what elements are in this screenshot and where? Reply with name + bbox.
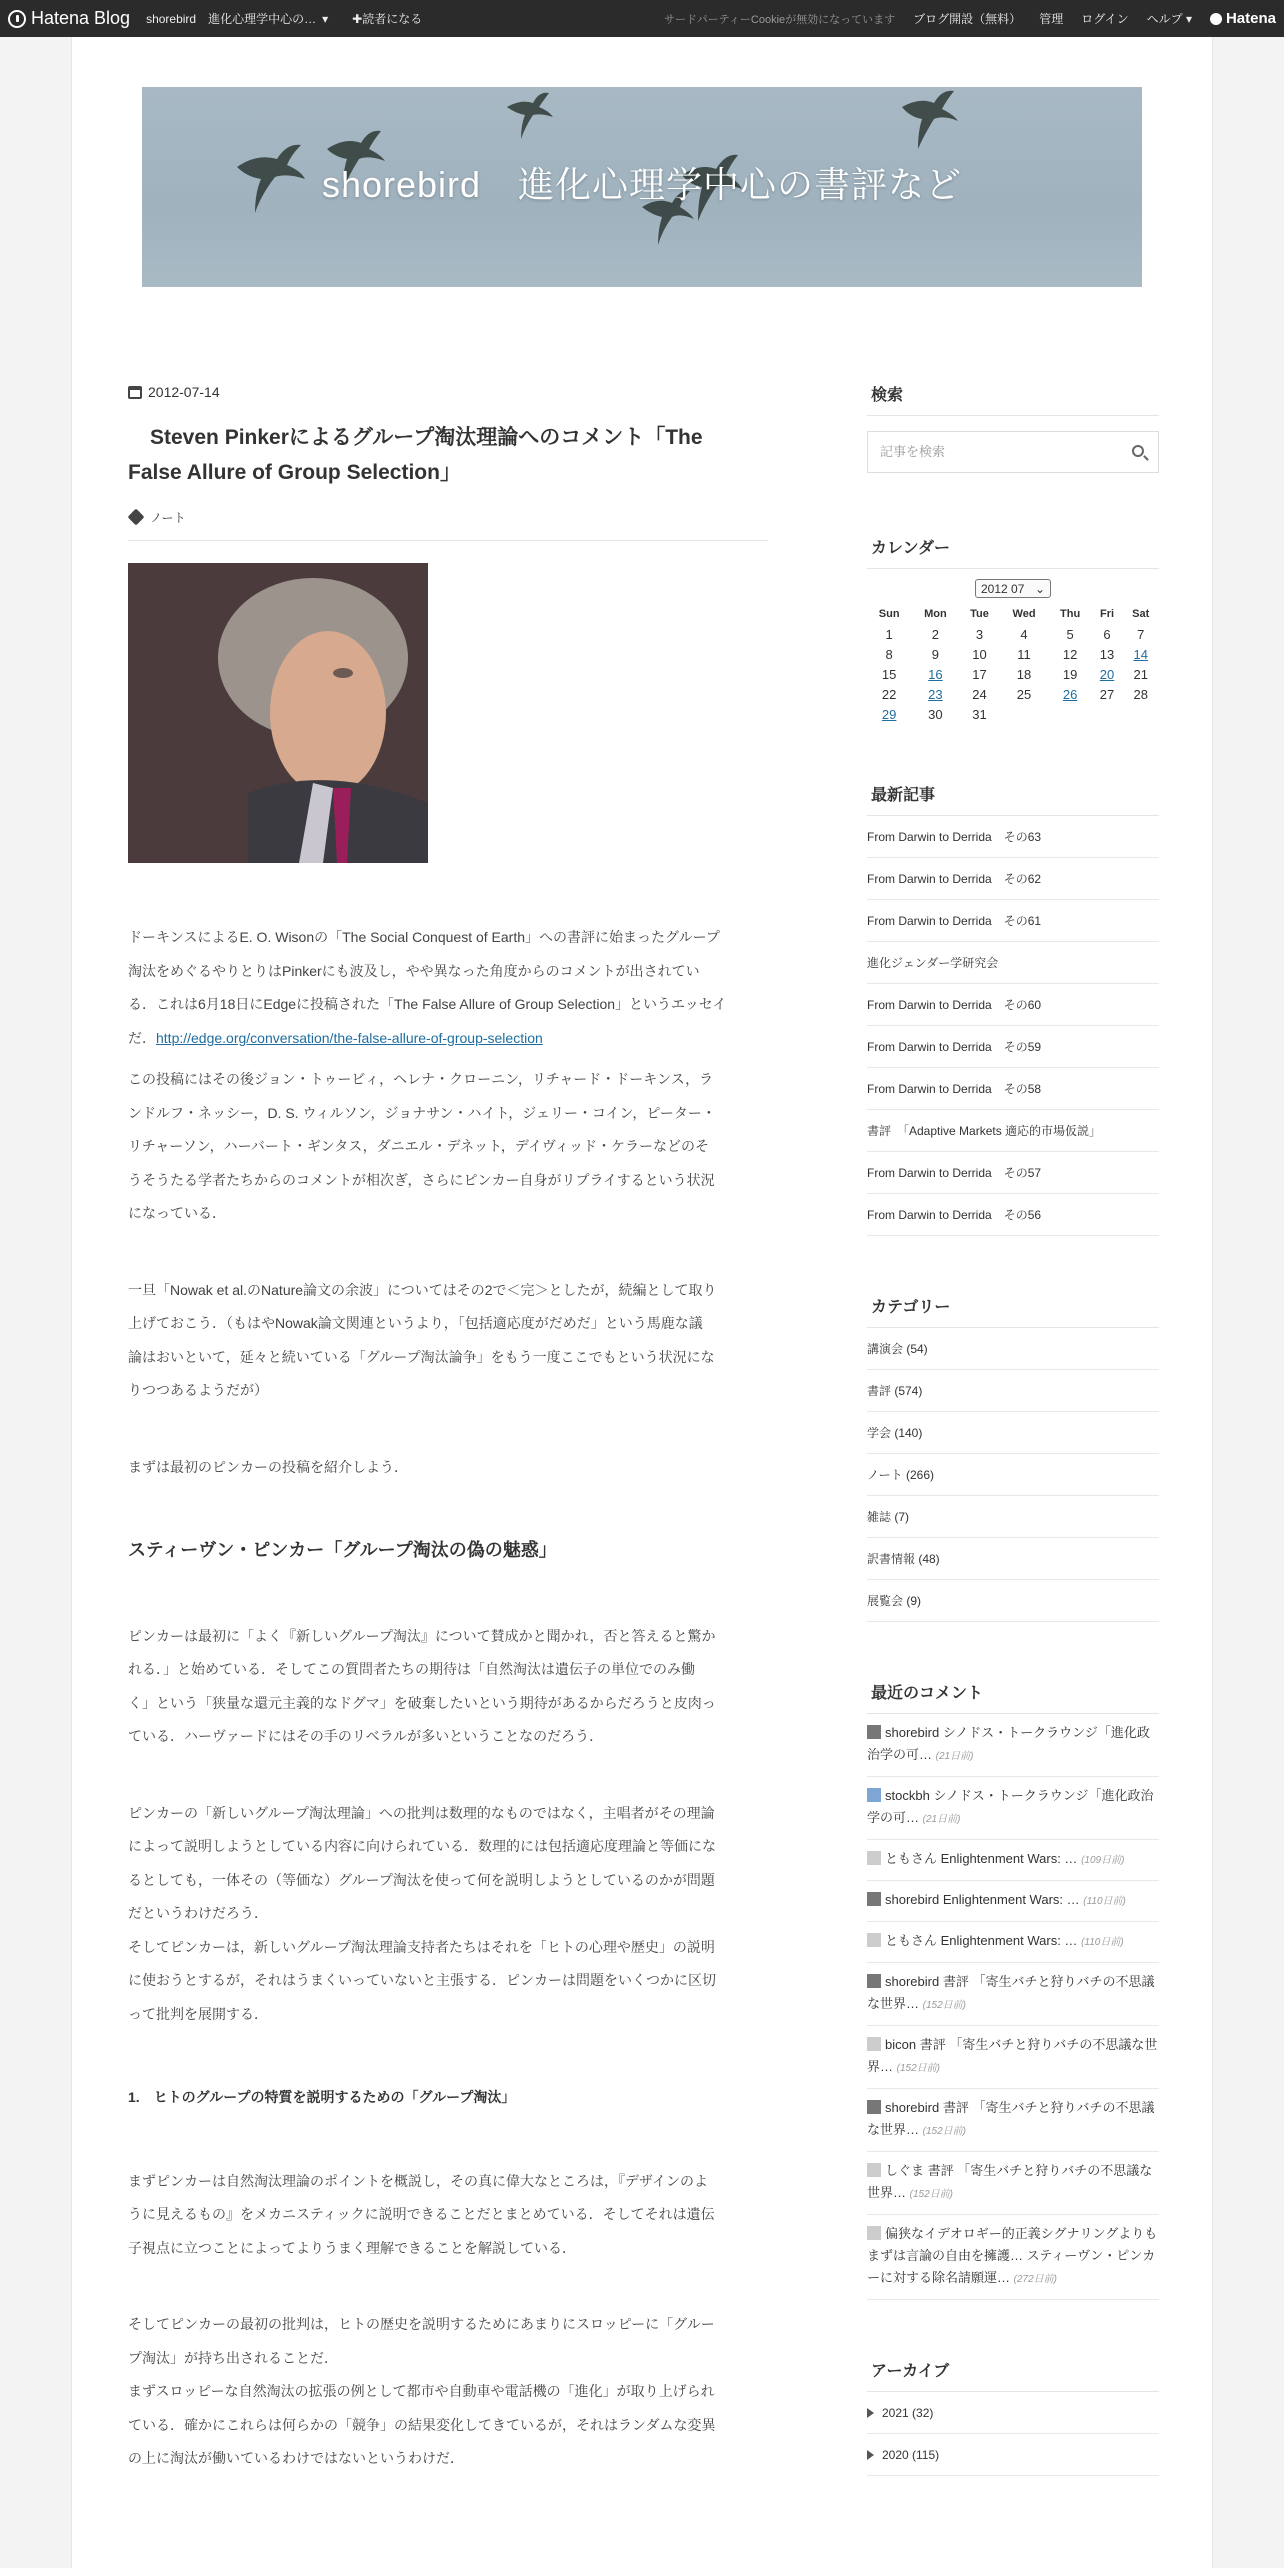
calendar-week xyxy=(867,624,1159,644)
comment-age: (152日前) xyxy=(922,2126,966,2137)
comment-entry-link[interactable]: シノドス・トークラウンジ「進化政治学の可… xyxy=(867,1725,1150,1762)
comment-user[interactable]: ともさん xyxy=(885,1933,938,1948)
entry-date[interactable] xyxy=(128,382,768,402)
p2-line3: リチャーソン，ハーバート・ギンタス，ダニエル・デネット，デイヴィッド・ケラーなどのそ xyxy=(128,1138,709,1154)
p8-line2: プ淘汰」が持ち出されることだ． xyxy=(128,2349,338,2366)
comment-item[interactable] xyxy=(867,1777,1159,1840)
calendar-weekday: Wed xyxy=(1012,608,1036,620)
comment-age: (109日前) xyxy=(1081,1855,1125,1866)
calendar-day-link[interactable]: 26 xyxy=(1062,686,1078,702)
comment-age: (272日前) xyxy=(1013,2274,1057,2285)
open-blog-link[interactable]: ブログ開設（無料） xyxy=(913,12,1022,26)
calendar-day: 22 xyxy=(881,686,897,702)
calendar-day: 15 xyxy=(881,666,897,682)
user-avatar-icon xyxy=(867,2037,881,2051)
calendar-day: 18 xyxy=(1016,666,1032,682)
comment-item[interactable] xyxy=(867,1840,1159,1881)
calendar-day-link[interactable]: 20 xyxy=(1099,666,1115,682)
p2-line4: うそうたる学者たちからのコメントが相次ぎ，さらにピンカー自身がリプライするという状況 xyxy=(128,1171,715,1188)
user-avatar-icon xyxy=(867,1725,881,1739)
p5-line3: く」という「狭量な還元主義的なドグマ」を破棄したいという期待があるからだろうと皮肉っ xyxy=(128,1694,716,1711)
comment-entry-link[interactable]: 偏狭なイデオロギー的正義シグナリングよりもまずは言論の自由を擁護… スティーヴン・ピンカーに対する除名請願運… xyxy=(867,2226,1158,2285)
calendar-day: 4 xyxy=(1020,626,1028,642)
p5-line2: れる．」と始めている．そしてこの質問者たちの期待は「自然淘汰は遺伝子の単位でのみ働 xyxy=(128,1661,695,1677)
calendar-day-link[interactable]: 14 xyxy=(1133,646,1148,662)
calendar-day: 11 xyxy=(1017,646,1031,662)
cookie-notice: サードパーティーCookieが無効になっています xyxy=(664,13,896,26)
comment-user[interactable]: shorebird xyxy=(885,1974,940,1989)
p2-line5: になっている． xyxy=(128,1205,226,1221)
entry-categories xyxy=(128,508,768,526)
calendar-week xyxy=(867,704,1159,724)
comment-item[interactable] xyxy=(867,2152,1159,2215)
divider xyxy=(128,540,768,541)
archive-year[interactable] xyxy=(867,2392,1159,2434)
archive-year-label: 2020 (115) xyxy=(882,2447,940,2462)
calendar-weekday: Sun xyxy=(878,608,900,620)
p1-line1: ドーキンスによるE. O. Wisonの「The Social Conquest of Earth」への書評に始まったグループ xyxy=(128,929,720,945)
calendar-weekday: Tue xyxy=(970,608,989,620)
p8-line3: まずスロッピーな自然淘汰の拡張の例として都市や自動車や電話機の「進化」が取り上げられ xyxy=(128,2383,715,2399)
calendar-day xyxy=(911,684,959,704)
p6-line7: って批判を展開する． xyxy=(128,2005,268,2022)
calendar-weekday: Thu xyxy=(1060,608,1081,620)
calendar-day: 13 xyxy=(1099,646,1115,662)
calendar-day: 2 xyxy=(931,626,940,642)
p7-line1: まずピンカーは自然淘汰理論のポイントを概説し，その真に偉大なところは，『デザインのよ xyxy=(128,2172,709,2189)
user-avatar-icon xyxy=(867,1892,881,1906)
comment-item[interactable] xyxy=(867,1714,1159,1777)
comments-title: 最近のコメント xyxy=(867,1680,1159,1714)
calendar-title: カレンダー xyxy=(867,535,1159,569)
calendar-month-select[interactable] xyxy=(975,579,1051,598)
p8-line4: ている．確かにこれらは何らかの「競争」の結果変化してきているが，それはランダムな変異 xyxy=(128,2416,716,2433)
portrait-illustration xyxy=(128,563,428,863)
edge-article-link[interactable]: http://edge.org/conversation/the-false-allure-of-group-selection xyxy=(156,1029,543,1046)
section-heading-1: 1. ヒトのグループの特質を説明するための「グループ淘汰」 xyxy=(128,2089,516,2105)
p1-line4-prefix: だ． xyxy=(128,1029,156,1046)
comment-age: (21日前) xyxy=(922,1814,961,1825)
category-link[interactable]: 雑誌 (7) xyxy=(867,1496,1159,1538)
comment-age: (152日前) xyxy=(896,2063,940,2074)
login-link[interactable]: ログイン xyxy=(1081,12,1129,26)
comment-entry-link[interactable]: 書評 「寄生バチと狩りバチの不思議な世界… xyxy=(867,2037,1158,2074)
comment-entry-link[interactable]: シノドス・トークラウンジ「進化政治学の可… xyxy=(867,1788,1154,1825)
archive-title: アーカイブ xyxy=(867,2358,1159,2392)
category-link[interactable]: 講演会 (54) xyxy=(867,1328,1159,1370)
p6-line5: そしてピンカーは，新しいグループ淘汰理論支持者たちはそれを「ヒトの心理や歴史」の説明 xyxy=(128,1938,715,1955)
p8-line5: の上に淘汰が働いているわけではないというわけだ． xyxy=(128,2450,464,2466)
calendar-day: 12 xyxy=(1062,646,1078,662)
p7-line2: うに見えるもの』をメカニスティックに説明できることだとまとめている．そしてそれは遺伝 xyxy=(128,2206,715,2222)
comment-list xyxy=(867,1714,1159,2300)
recent-entry-link[interactable]: From Darwin to Derrida その62 xyxy=(867,858,1159,900)
recent-entry-link[interactable]: From Darwin to Derrida その58 xyxy=(867,1068,1159,1110)
comment-user[interactable]: shorebird xyxy=(885,1892,940,1907)
subscribe-button[interactable]: ✚読者になる xyxy=(352,12,423,26)
comment-age: (152日前) xyxy=(922,2000,966,2011)
global-header xyxy=(0,0,1284,37)
recent-comments-module xyxy=(867,1680,1159,2300)
calendar-day xyxy=(1049,684,1092,704)
hatena-label: Hatena xyxy=(1225,10,1276,27)
calendar-day: 27 xyxy=(1099,686,1115,702)
recent-entry-link[interactable]: From Darwin to Derrida その61 xyxy=(867,900,1159,942)
calendar-day: 3 xyxy=(975,626,984,642)
recent-list xyxy=(867,816,1159,1236)
comment-item[interactable] xyxy=(867,1881,1159,1922)
calendar-day xyxy=(1092,664,1123,684)
category-link[interactable]: ノート (266) xyxy=(867,1454,1159,1496)
tag-icon xyxy=(128,509,145,526)
comment-entry-link[interactable]: Enlightenment Wars: … xyxy=(940,1933,1078,1948)
calendar-day xyxy=(1122,644,1159,664)
chevron-down-icon: ▾ xyxy=(322,11,329,26)
hatena-link[interactable] xyxy=(1210,10,1276,27)
p7-line3: 子視点に立つことによってよりうまく理解できることを解説している． xyxy=(128,2239,576,2256)
calendar-day-link[interactable]: 29 xyxy=(881,706,897,722)
p5-line1: ピンカーは最初に「よく『新しいグループ淘汰』について賛成かと聞かれ，否と答えると驚か xyxy=(128,1627,716,1644)
chevron-down-icon: ⌄ xyxy=(1034,581,1045,596)
archive-year[interactable] xyxy=(867,2434,1159,2476)
p6-line4: だというわけだろう． xyxy=(128,1905,268,1921)
archive-module xyxy=(867,2358,1159,2476)
admin-link[interactable]: 管理 xyxy=(1039,12,1064,26)
recent-entry-link[interactable]: From Darwin to Derrida その60 xyxy=(867,984,1159,1026)
recent-entry-link[interactable]: From Darwin to Derrida その59 xyxy=(867,1026,1159,1068)
p4-line1: まずは最初のピンカーの投稿を紹介しよう． xyxy=(128,1458,408,1475)
logo-text: Hatena Blog xyxy=(31,8,131,28)
recent-entries-module xyxy=(867,782,1159,1236)
calendar-day xyxy=(867,704,911,724)
p3-line2: 上げておこう．（もはやNowak論文関連というより，「包括適応度がだめだ」という馬鹿な議 xyxy=(128,1315,703,1331)
calendar-week xyxy=(867,644,1159,664)
caret-right-icon[interactable] xyxy=(867,2408,874,2418)
user-avatar-icon xyxy=(867,1851,881,1865)
p6-line3: るとしても，一体その（等価な）グループ淘汰を使って何を説明しようとしているのかが問題 xyxy=(128,1871,715,1888)
comment-user[interactable]: bicon xyxy=(885,2037,917,2052)
comment-entry-link[interactable]: Enlightenment Wars: … xyxy=(942,1892,1080,1907)
calendar-day: 9 xyxy=(931,646,940,662)
user-avatar-icon xyxy=(867,2100,881,2114)
calendar-day-link[interactable]: 16 xyxy=(928,666,943,682)
sidebar xyxy=(867,382,1159,2476)
calendar-week xyxy=(867,684,1159,704)
comment-user[interactable]: ともさん xyxy=(885,1851,938,1866)
category-link[interactable]: ノート xyxy=(150,510,186,525)
search-title: 検索 xyxy=(867,382,1159,416)
comment-age: (110日前) xyxy=(1081,1937,1124,1948)
calendar-day: 31 xyxy=(972,706,987,722)
calendar-day: 6 xyxy=(1103,626,1111,642)
paragraph-7 xyxy=(128,2165,768,2266)
blog-header-banner[interactable] xyxy=(142,87,1142,287)
categories-title: カテゴリー xyxy=(867,1294,1159,1328)
p3-line1: 一旦「Nowak et al.のNature論文の余波」についてはその2で＜完＞としたが，続編として取り xyxy=(128,1281,717,1298)
pinker-portrait-photo xyxy=(128,563,428,863)
comment-entry-link[interactable]: 書評 「寄生バチと狩りバチの不思議な世界… xyxy=(867,2100,1155,2137)
calendar-day: 10 xyxy=(972,646,987,662)
p6-line6: に使おうとするが，それはうまくいっていないと主張する．ピンカーは問題をいくつかに区切 xyxy=(128,1972,716,1988)
category-link[interactable]: 書評 (574) xyxy=(867,1370,1159,1412)
calendar-day: 7 xyxy=(1137,626,1145,642)
blog-name: shorebird 進化心理学中心の… xyxy=(146,12,317,26)
calendar-day: 24 xyxy=(972,686,987,702)
calendar-month-value: 2012 07 xyxy=(981,581,1025,596)
comment-item[interactable] xyxy=(867,2215,1159,2300)
calendar-day: 19 xyxy=(1062,666,1078,682)
comment-item[interactable] xyxy=(867,2089,1159,2152)
calendar-day: 25 xyxy=(1016,686,1032,702)
section-heading-pinker: スティーヴン・ピンカー「グループ淘汰の偽の魅惑」 xyxy=(128,1540,557,1560)
entry-date-text: 2012-07-14 xyxy=(148,384,220,400)
calendar-weekday: Sat xyxy=(1132,608,1150,620)
comment-user[interactable]: shorebird xyxy=(885,2100,940,2115)
blog-menu[interactable] xyxy=(146,10,328,27)
user-avatar-icon xyxy=(867,2163,881,2177)
paragraph-4 xyxy=(128,1451,768,1485)
recent-entry-link[interactable]: 進化ジェンダー学研究会 xyxy=(867,942,1159,984)
user-avatar-icon xyxy=(867,2226,881,2240)
p1-line3: る．これは6月18日にEdgeに投稿された「The False Allure of Group Selection」というエッセイ xyxy=(128,996,727,1012)
calendar-day: 17 xyxy=(972,666,987,682)
help-menu[interactable]: ヘルプ ▾ xyxy=(1146,12,1192,26)
category-link[interactable]: 訳書情報 (48) xyxy=(867,1538,1159,1580)
comment-user[interactable]: shorebird xyxy=(885,1725,940,1740)
calendar-day: 28 xyxy=(1133,686,1148,702)
paragraph-1 xyxy=(128,921,768,1055)
recent-entry-link[interactable]: 書評 「Adaptive Markets 適応的市場仮説」 xyxy=(867,1110,1159,1152)
entry-title-line1: Steven Pinkerによるグループ淘汰理論へのコメント「The xyxy=(150,426,703,449)
hatena-icon xyxy=(1210,13,1222,25)
calendar-day xyxy=(1092,704,1123,724)
search-input[interactable] xyxy=(867,431,1159,473)
p1-line2: 淘汰をめぐるやりとりはPinkerにも波及し，やや異なった角度からのコメントが出されてい xyxy=(128,962,700,979)
search-placeholder: 記事を検索 xyxy=(880,444,946,459)
calendar-day xyxy=(1049,704,1092,724)
paragraph-5 xyxy=(128,1620,768,1754)
hatena-blog-logo-icon xyxy=(8,10,26,28)
paragraph-2 xyxy=(128,1063,768,1231)
calendar-day: 1 xyxy=(885,626,893,642)
entry-title-line2: False Allure of Group Selection」 xyxy=(128,461,461,484)
comment-age: (152日前) xyxy=(909,2189,953,2200)
calendar-day: 5 xyxy=(1066,626,1074,642)
p2-line2: ンドルフ・ネッシー，D. S. ウィルソン，ジョナサン・ハイト，ジェリー・コイン，ピーター・ xyxy=(128,1104,716,1121)
p2-line1: この投稿にはその後ジョン・トゥービィ，ヘレナ・クローニン，リチャード・ドーキンス，ラ xyxy=(128,1071,714,1087)
comment-item[interactable] xyxy=(867,2026,1159,2089)
entry-title[interactable] xyxy=(128,420,768,490)
article xyxy=(128,382,768,2476)
p6-line1: ピンカーの「新しいグループ淘汰理論」への批判は数理的なものではなく，主唱者がその理論 xyxy=(128,1804,715,1821)
entry-content xyxy=(128,921,768,2476)
calendar-day-link[interactable]: 23 xyxy=(928,686,943,702)
comment-age: (21日前) xyxy=(935,1751,974,1762)
archive-year-label: 2021 (32) xyxy=(882,2405,934,2420)
comment-entry-link[interactable]: 書評 「寄生バチと狩りバチの不思議な世界… xyxy=(867,2163,1153,2200)
comment-item[interactable] xyxy=(867,1963,1159,2026)
p6-line2: によって説明しようとしている内容に向けられている．数理的には包括適応度理論と等価にな xyxy=(128,1838,716,1854)
paragraph-8 xyxy=(128,2308,768,2476)
comment-age: (110日前) xyxy=(1083,1896,1126,1907)
category-list xyxy=(867,1328,1159,1622)
calendar-day xyxy=(999,704,1048,724)
recent-entry-link[interactable]: From Darwin to Derrida その63 xyxy=(867,816,1159,858)
user-avatar-icon xyxy=(867,1974,881,1988)
comment-entry-link[interactable]: Enlightenment Wars: … xyxy=(940,1851,1078,1866)
blog-title[interactable]: shorebird 進化心理学中心の書評など xyxy=(321,164,963,205)
paragraph-3 xyxy=(128,1274,768,1408)
calendar-day xyxy=(1122,704,1159,724)
calendar-day xyxy=(911,664,959,684)
user-avatar-icon xyxy=(867,1788,881,1802)
calendar-day: 21 xyxy=(1133,666,1148,682)
caret-right-icon[interactable] xyxy=(867,2450,874,2460)
hatena-blog-logo[interactable] xyxy=(8,8,130,29)
calendar-table xyxy=(867,604,1159,724)
page-container xyxy=(71,37,1213,2568)
comment-entry-link[interactable]: 書評 「寄生バチと狩りバチの不思議な世界… xyxy=(867,1974,1155,2011)
p5-line4: ている．ハーヴァードにはその手のリベラルが多いということなのだろう． xyxy=(128,1728,604,1744)
recent-entry-link[interactable]: From Darwin to Derrida その57 xyxy=(867,1152,1159,1194)
p8-line1: そしてピンカーの最初の批判は，ヒトの歴史を説明するためにあまりにスロッピーに「グルー xyxy=(128,2316,715,2332)
paragraph-6 xyxy=(128,1797,768,2032)
comment-item[interactable] xyxy=(867,1922,1159,1963)
calendar-day: 8 xyxy=(885,646,893,662)
recent-title: 最新記事 xyxy=(867,782,1159,816)
calendar-week xyxy=(867,664,1159,684)
p3-line4: りつつあるようだが） xyxy=(128,1382,268,1398)
categories-module xyxy=(867,1294,1159,1622)
calendar-icon xyxy=(128,386,142,399)
recent-entry-link[interactable]: From Darwin to Derrida その56 xyxy=(867,1194,1159,1236)
calendar-module xyxy=(867,535,1159,724)
comment-user[interactable]: しぐま xyxy=(885,2163,925,2178)
user-avatar-icon xyxy=(867,1933,881,1947)
comment-user[interactable]: stockbh xyxy=(885,1788,930,1803)
calendar-weekday: Fri xyxy=(1099,608,1115,620)
archive-list xyxy=(867,2392,1159,2476)
search-module xyxy=(867,382,1159,473)
p3-line3: 論はおいといて，延々と続いている「グループ淘汰論争」をもう一度ここでもという状況にな xyxy=(128,1348,715,1365)
search-icon[interactable] xyxy=(1132,445,1144,457)
calendar-weekday: Mon xyxy=(924,608,947,620)
category-link[interactable]: 学会 (140) xyxy=(867,1412,1159,1454)
category-link[interactable]: 展覧会 (9) xyxy=(867,1580,1159,1622)
calendar-day: 30 xyxy=(928,706,943,722)
